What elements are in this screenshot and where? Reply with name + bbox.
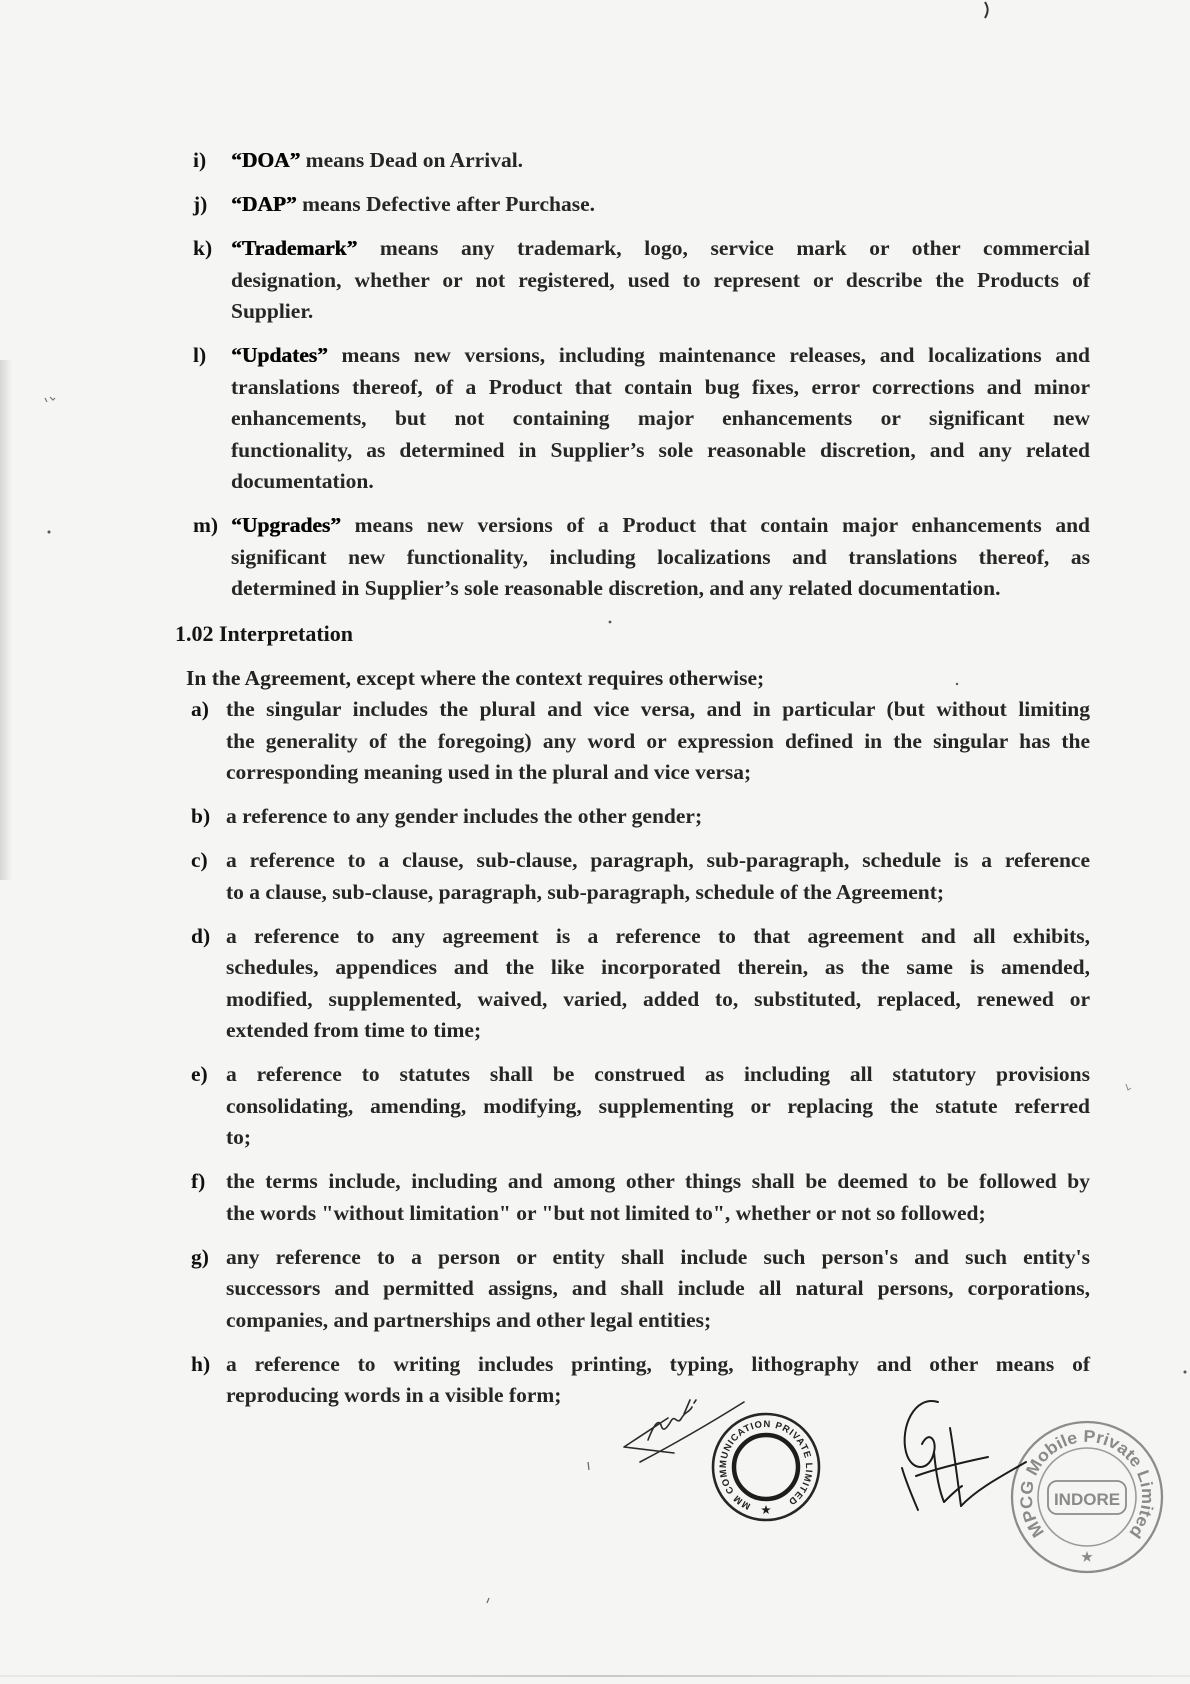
text-line (231, 189, 1090, 221)
item-label: m) (193, 513, 219, 537)
item-label: i) (193, 148, 207, 172)
text-line: the singular includes the plural and vice versa, and in particular (but without limiting (226, 697, 1090, 721)
text-line: documentation. (231, 469, 374, 493)
scan-edge-shadow (0, 360, 12, 880)
interpretation-item-f (191, 1166, 1090, 1229)
definition-item-trademark (193, 233, 1090, 328)
defined-term: “DOA” (231, 148, 301, 172)
item-label: h) (191, 1351, 211, 1376)
text-line: a reference to any agreement is a reference to that agreement and all exhibits, (226, 923, 1090, 948)
item-label: l) (193, 343, 207, 367)
text-line (231, 145, 1090, 177)
item-label: f) (191, 1169, 206, 1193)
text-line: schedules, appendices and the like incorporated therein, as the same is amended, (226, 955, 1090, 979)
item-label: e) (191, 1062, 208, 1086)
text-line (231, 233, 1090, 265)
scan-bottom-edge (0, 1675, 1190, 1677)
interpretation-item-g (191, 1242, 1090, 1337)
item-text (226, 1166, 1090, 1229)
text-line: to a clause, sub-clause, paragraph, sub-paragraph, schedule of the Agreement; (226, 879, 945, 904)
item-label: d) (191, 923, 211, 948)
item-label: b) (191, 804, 211, 828)
text-line: determined in Supplier’s sole reasonable discretion, and any related documentation. (231, 576, 1001, 600)
defined-term: “Updates” (231, 343, 328, 367)
svg-text:MM COMMUNICATION PRIVATE LIMIT (718, 1419, 814, 1511)
interpretation-list (191, 694, 1090, 1424)
seal-star-icon (761, 1505, 771, 1514)
interpretation-item-c (191, 845, 1090, 908)
definitions-list (193, 145, 1090, 617)
interpretation-item-b (191, 801, 1090, 833)
text-line: any reference to a person or entity shall include such person's and such entity's (226, 1244, 1090, 1269)
company-seal-1 (713, 1414, 819, 1520)
text-line: significant new functionality, including localizations and translations thereof, as (231, 544, 1090, 569)
item-text (226, 921, 1090, 1047)
interpretation-item-h (191, 1349, 1090, 1412)
text-line: translations thereof, of a Product that contain bug fixes, error corrections and minor (231, 374, 1090, 399)
item-text (226, 801, 1090, 833)
text-line: a reference to any gender includes the other gender; (226, 804, 703, 828)
item-text (226, 694, 1090, 789)
defined-term: “Upgrades” (231, 513, 341, 537)
item-text (231, 340, 1090, 498)
text-line: companies, and partnerships and other legal entities; (226, 1307, 712, 1332)
definition-item-dap (193, 189, 1090, 221)
item-text (231, 189, 1090, 221)
interpretation-item-a (191, 694, 1090, 789)
text-line: Supplier. (231, 299, 314, 323)
seal-center-text: INDORE (1053, 1490, 1121, 1509)
definition-item-upgrades (193, 510, 1090, 605)
seal-ring-text: MPCG Mobile Private Limited (1016, 1426, 1158, 1542)
item-label: c) (191, 848, 208, 872)
seal-star-icon (1081, 1551, 1092, 1562)
text-line (231, 340, 1090, 372)
item-text (226, 1059, 1090, 1154)
seal-ring-text: MM COMMUNICATION PRIVATE LIMITED (717, 1418, 815, 1512)
item-text (231, 510, 1090, 605)
text-line: to; (226, 1125, 252, 1149)
text-line: the terms include, including and among other things shall be deemed to be followed by (226, 1169, 1090, 1193)
section-intro: In the Agreement, except where the context requires otherwise; (186, 666, 765, 690)
item-label: a) (191, 697, 209, 721)
item-text (226, 845, 1090, 908)
text-line-content: means Dead on Arrival. (305, 148, 524, 172)
text-line-content: means Defective after Purchase. (302, 192, 595, 216)
item-label: k) (193, 236, 213, 260)
text-line: a reference to writing includes printing, typing, lithography and other means of (226, 1351, 1090, 1376)
text-line: consolidating, amending, modifying, supplementing or replacing the statute referred (226, 1093, 1090, 1118)
text-line-content: means any trademark, logo, service mark or other commercial (379, 236, 1091, 260)
interpretation-item-e (191, 1059, 1090, 1154)
text-line: successors and permitted assigns, and shall include all natural persons, corporations, (226, 1276, 1090, 1300)
item-text (231, 233, 1090, 328)
defined-term: “Trademark” (231, 236, 358, 260)
defined-term: “DAP” (231, 192, 297, 216)
item-text (226, 1242, 1090, 1337)
interpretation-item-d (191, 921, 1090, 1047)
text-line: the generality of the foregoing) any word or expression defined in the singular has the (226, 728, 1090, 753)
item-label: j) (193, 192, 208, 216)
text-line: a reference to statutes shall be construed as including all statutory provisions (226, 1062, 1090, 1086)
text-line: reproducing words in a visible form; (226, 1383, 562, 1407)
text-line: the words "without limitation" or "but not limited to", whether or not so followed; (226, 1200, 986, 1225)
definition-item-updates (193, 340, 1090, 498)
text-line: designation, whether or not registered, used to represent or describe the Products of (231, 267, 1090, 292)
company-seal-2 (1012, 1422, 1162, 1572)
text-line-content: means new versions of a Product that contain major enhancements and (354, 513, 1091, 537)
text-line: extended from time to time; (226, 1018, 482, 1042)
text-line: a reference to a clause, sub-clause, paragraph, sub-paragraph, schedule is a reference (226, 848, 1090, 872)
text-line: modified, supplemented, waived, varied, added to, substituted, replaced, renewed or (226, 986, 1090, 1011)
definition-item-doa (193, 145, 1090, 177)
item-text (231, 145, 1090, 177)
text-line: enhancements, but not containing major enhancements or significant new (231, 406, 1090, 430)
text-line: corresponding meaning used in the plural and vice versa; (226, 760, 752, 784)
text-line: functionality, as determined in Supplier’s sole reasonable discretion, and any related (231, 437, 1090, 462)
svg-text:MPCG Mobile Private Limited (1017, 1427, 1157, 1542)
item-label: g) (191, 1244, 209, 1269)
section-heading: 1.02 Interpretation (175, 621, 354, 646)
text-line (231, 510, 1090, 542)
item-text (226, 1349, 1090, 1412)
text-line-content: means new versions, including maintenance releases, and localizations and (341, 343, 1091, 367)
